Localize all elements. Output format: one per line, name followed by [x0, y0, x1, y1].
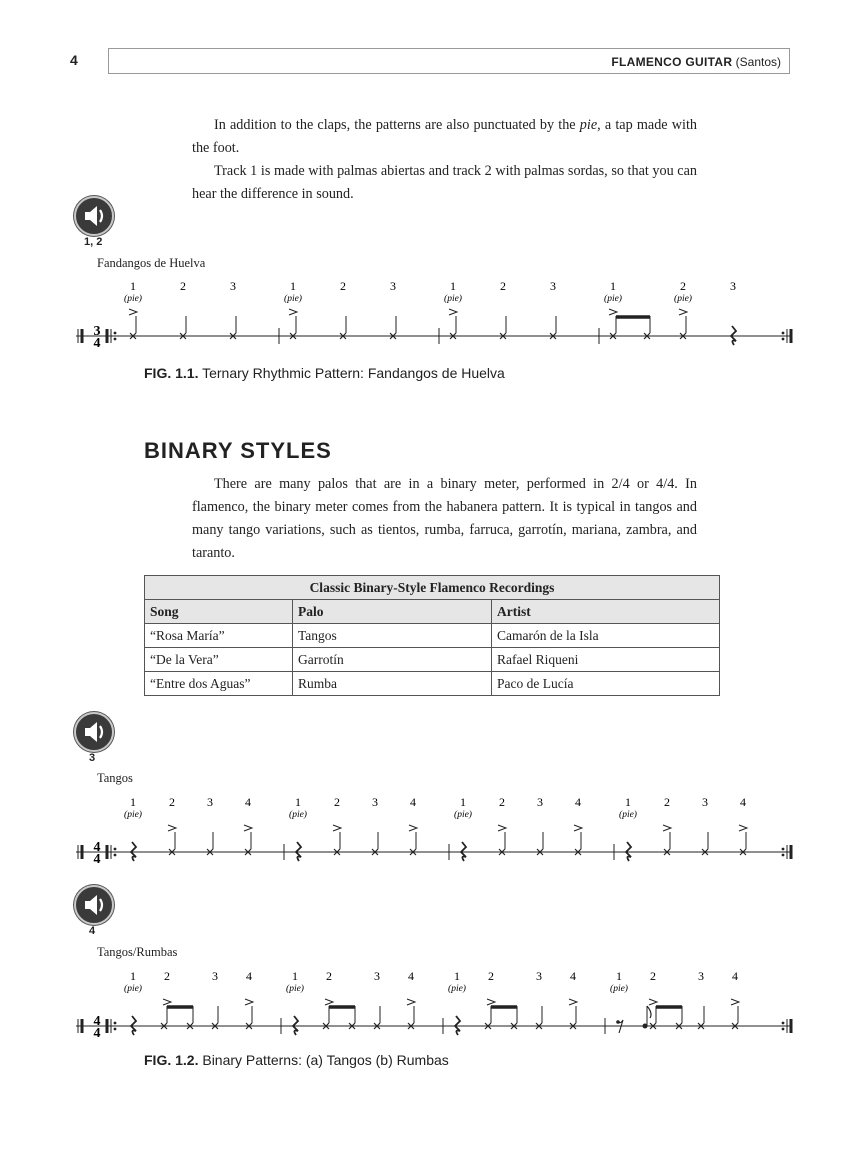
fig-1-1-caption: FIG. 1.1. Ternary Rhythmic Pattern: Fandangos de Huelva: [144, 365, 505, 381]
pie-label: (pie): [448, 984, 466, 994]
beat-number: 3: [702, 795, 708, 809]
repeat-dot: [114, 1028, 117, 1031]
pie-label: (pie): [454, 810, 472, 820]
page-number: 4: [70, 52, 78, 68]
table-row: [145, 672, 720, 696]
accent-mark: [449, 309, 457, 315]
table-cell: Rumba: [293, 672, 492, 696]
accent-mark: [498, 825, 506, 831]
table-cell: Camarón de la Isla: [492, 624, 720, 648]
pie-label: (pie): [610, 984, 628, 994]
accent-mark: [163, 999, 171, 1005]
book-author: (Santos): [735, 55, 781, 69]
accent-mark: [574, 825, 582, 831]
beat-number: 1: [295, 795, 301, 809]
beat-number: 1: [454, 969, 460, 983]
pie-label: (pie): [124, 810, 142, 820]
accent-mark: [333, 825, 341, 831]
pie-label: (pie): [124, 984, 142, 994]
beat-number: 4: [740, 795, 746, 809]
pie-label: (pie): [289, 810, 307, 820]
table-cell: “De la Vera”: [145, 648, 293, 672]
binary-text: [192, 473, 697, 565]
table-header: Palo: [293, 600, 492, 624]
tangos-label: Tangos: [97, 771, 133, 785]
speaker-icon[interactable]: [74, 712, 114, 752]
beat-number: 4: [408, 969, 414, 983]
table-header: Artist: [492, 600, 720, 624]
beat-number: 1: [130, 279, 136, 293]
time-signature-top: 4: [93, 1014, 101, 1029]
repeat-dot: [782, 854, 785, 857]
time-signature-bottom: 4: [93, 852, 101, 867]
accent-mark: [129, 309, 137, 315]
accent-mark: [325, 999, 333, 1005]
beat-number: 2: [500, 279, 506, 293]
pie-label: (pie): [604, 294, 622, 304]
table-title: Classic Binary-Style Flamenco Recordings: [145, 576, 720, 600]
accent-mark: [409, 825, 417, 831]
beat-number: 2: [164, 969, 170, 983]
fig-1-2-caption: FIG. 1.2. Binary Patterns: (a) Tangos (b) Rumbas: [144, 1052, 449, 1068]
rumbas-label: Tangos/Rumbas: [97, 945, 178, 959]
track-number: 3: [89, 752, 96, 764]
beat-number: 2: [650, 969, 656, 983]
beat-number: 3: [698, 969, 704, 983]
beat-number: 1: [292, 969, 298, 983]
beat-number: 3: [230, 279, 236, 293]
book-title: FLAMENCO GUITAR: [611, 55, 733, 69]
beat-number: 3: [374, 969, 380, 983]
running-header: [108, 48, 790, 74]
beat-number: 1: [130, 969, 136, 983]
time-signature-top: 4: [93, 840, 101, 855]
binary-paragraph: There are many palos that are in a binary meter, performed in 2/4 or 4/4. In flamenco, the binary meter comes from the habanera pattern. It is typical in tangos and many tango variations, such as tientos, rumba, farruca, garrotín, mariana, zambra, and taranto.: [192, 476, 697, 561]
rumbas-rhythm-staff: [0, 960, 864, 1050]
beat-number: 2: [340, 279, 346, 293]
accent-mark: [569, 999, 577, 1005]
intro-paragraph-2: Track 1 is made with palmas abiertas and track 2 with palmas sordas, so that you can hear the difference in sound.: [192, 163, 697, 202]
beat-number: 3: [537, 795, 543, 809]
beat-number: 1: [460, 795, 466, 809]
repeat-dot: [114, 848, 117, 851]
accent-mark: [168, 825, 176, 831]
table-cell: “Rosa María”: [145, 624, 293, 648]
beat-number: 1: [616, 969, 622, 983]
beat-number: 1: [450, 279, 456, 293]
repeat-dot: [114, 1022, 117, 1025]
repeat-dot: [782, 1022, 785, 1025]
beat-number: 1: [625, 795, 631, 809]
beat-number: 1: [610, 279, 616, 293]
accent-mark: [609, 309, 617, 315]
beat-number: 3: [536, 969, 542, 983]
fandangos-rhythm-staff: [0, 270, 864, 360]
table-cell: Garrotín: [293, 648, 492, 672]
table-cell: Tangos: [293, 624, 492, 648]
beat-number: 4: [570, 969, 576, 983]
beat-number: 2: [680, 279, 686, 293]
beat-number: 1: [290, 279, 296, 293]
beat-number: 3: [390, 279, 396, 293]
table-cell: Paco de Lucía: [492, 672, 720, 696]
beat-number: 3: [372, 795, 378, 809]
accent-mark: [649, 999, 657, 1005]
beat-number: 4: [575, 795, 581, 809]
pie-label: (pie): [619, 810, 637, 820]
speaker-icon[interactable]: [74, 885, 114, 925]
beat-number: 4: [410, 795, 416, 809]
table-cell: “Entre dos Aguas”: [145, 672, 293, 696]
accent-mark: [407, 999, 415, 1005]
pie-label: (pie): [286, 984, 304, 994]
beat-number: 3: [730, 279, 736, 293]
repeat-dot: [114, 854, 117, 857]
intro-text: [192, 114, 697, 206]
repeat-dot: [114, 338, 117, 341]
track-number: 4: [89, 925, 96, 937]
accent-mark: [487, 999, 495, 1005]
pie-label: (pie): [124, 294, 142, 304]
repeat-dot: [782, 338, 785, 341]
table-row: [145, 648, 720, 672]
beat-number: 3: [207, 795, 213, 809]
beat-number: 3: [212, 969, 218, 983]
repeat-dot: [782, 1028, 785, 1031]
repeat-dot: [782, 848, 785, 851]
beat-number: 4: [246, 969, 252, 983]
table-row: [145, 624, 720, 648]
time-signature-bottom: 4: [93, 1026, 101, 1041]
beat-number: 3: [550, 279, 556, 293]
pie-label: (pie): [444, 294, 462, 304]
note-flag: [647, 1006, 651, 1018]
beat-number: 2: [488, 969, 494, 983]
track-number: 1, 2: [84, 236, 103, 248]
time-signature-bottom: 4: [93, 336, 101, 351]
accent-mark: [245, 999, 253, 1005]
beat-number: 2: [499, 795, 505, 809]
beat-number: 1: [130, 795, 136, 809]
table-cell: Rafael Riqueni: [492, 648, 720, 672]
accent-mark: [731, 999, 739, 1005]
pie-label: (pie): [674, 294, 692, 304]
intro-paragraph-1: In addition to the claps, the patterns are also punctuated by the pie, a tap made with the foot.: [192, 117, 698, 156]
fandangos-label: Fandangos de Huelva: [97, 256, 206, 270]
beat-number: 4: [245, 795, 251, 809]
accent-mark: [244, 825, 252, 831]
beat-number: 4: [732, 969, 738, 983]
tangos-rhythm-staff: [0, 786, 864, 876]
beat-number: 2: [334, 795, 340, 809]
beat-number: 2: [326, 969, 332, 983]
beat-number: 2: [169, 795, 175, 809]
pie-label: (pie): [284, 294, 302, 304]
beat-number: 2: [180, 279, 186, 293]
repeat-dot: [782, 332, 785, 335]
section-heading: BINARY STYLES: [144, 438, 332, 463]
accent-mark: [289, 309, 297, 315]
speaker-icon[interactable]: [74, 196, 114, 236]
recordings-table: [144, 575, 720, 696]
beat-number: 2: [664, 795, 670, 809]
table-header: Song: [145, 600, 293, 624]
accent-mark: [663, 825, 671, 831]
accent-mark: [739, 825, 747, 831]
repeat-dot: [114, 332, 117, 335]
accent-mark: [679, 309, 687, 315]
time-signature-top: 3: [93, 324, 101, 339]
